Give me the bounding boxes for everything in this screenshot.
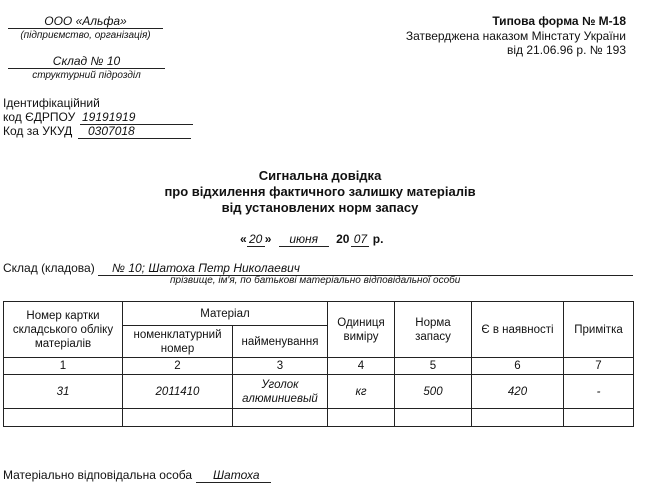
cell-material-name: Уголок алюминиевый (233, 375, 328, 409)
edrpou-label: код ЄДРПОУ (3, 110, 76, 124)
col-number: 6 (472, 358, 564, 375)
cell-available: 420 (472, 375, 564, 409)
date-year-suffix: 07 (351, 232, 369, 247)
warehouse-value: № 10; Шатоха Петр Николаевич (98, 261, 633, 276)
empty-cell (4, 409, 123, 427)
date-close-quote: » (264, 232, 272, 246)
col-number: 4 (328, 358, 395, 375)
dept-name-field: Склад № 10 (8, 54, 165, 69)
empty-cell (395, 409, 472, 427)
header-material: Матеріал (123, 302, 328, 326)
empty-cell (328, 409, 395, 427)
cell-nomenclature: 2011410 (123, 375, 233, 409)
table-row (4, 375, 634, 409)
cell-unit: кг (328, 375, 395, 409)
header-material-name: найменування (233, 326, 328, 358)
edrpou-value: 19191919 (80, 110, 193, 125)
dept-caption: структурний підрозділ (32, 70, 141, 81)
doc-title-line2: про відхилення фактичного залишку матеріалів (164, 184, 476, 199)
empty-cell (233, 409, 328, 427)
responsible-person-label: Матеріально відповідальна особа (3, 468, 193, 482)
col-number: 3 (233, 358, 328, 375)
header-available: Є в наявності (472, 302, 564, 358)
ukud-label: Код за УКУД (3, 124, 73, 138)
document-date (240, 232, 383, 248)
empty-cell (123, 409, 233, 427)
doc-title-line3: від установлених норм запасу (221, 200, 419, 215)
warehouse-label: Склад (кладова) (3, 261, 95, 275)
ukud-value: 0307018 (78, 124, 191, 139)
date-day: 20 (247, 232, 265, 247)
col-number: 2 (123, 358, 233, 375)
org-name-field: ООО «Альфа» (8, 14, 163, 29)
table-column-numbers-row (4, 358, 634, 375)
approval-date-line: від 21.06.96 р. № 193 (507, 43, 626, 57)
date-year-prefix: 20 (336, 232, 350, 246)
header-nomenclature: номенклатурний номер (123, 326, 233, 358)
header-card-number: Номер картки складського обліку матеріалів (4, 302, 123, 358)
cell-norm: 500 (395, 375, 472, 409)
materials-table (3, 301, 634, 427)
form-title: Типова форма № М-18 (492, 14, 626, 28)
doc-title-line1: Сигнальна довідка (258, 168, 382, 183)
ident-label: Ідентифікаційний (3, 96, 100, 110)
warehouse-caption: прізвище, ім'я, по батькові матеріально відповідальної особи (170, 275, 461, 286)
col-number: 1 (4, 358, 123, 375)
date-year-end: р. (372, 232, 384, 246)
col-number: 5 (395, 358, 472, 375)
responsible-person-value: Шатоха (196, 468, 271, 483)
cell-card-number: 31 (4, 375, 123, 409)
empty-cell (472, 409, 564, 427)
col-number: 7 (564, 358, 634, 375)
cell-note: - (564, 375, 634, 409)
header-unit: Одиниця виміру (328, 302, 395, 358)
header-note: Примітка (564, 302, 634, 358)
header-norm: Норма запасу (395, 302, 472, 358)
table-header-row (4, 302, 634, 326)
table-row-empty (4, 409, 634, 427)
date-month: июня (279, 232, 329, 247)
empty-cell (564, 409, 634, 427)
date-open-quote: « (240, 232, 247, 246)
org-caption: (підприємство, організація) (20, 30, 151, 41)
approved-line: Затверджена наказом Мінстату України (405, 29, 626, 43)
